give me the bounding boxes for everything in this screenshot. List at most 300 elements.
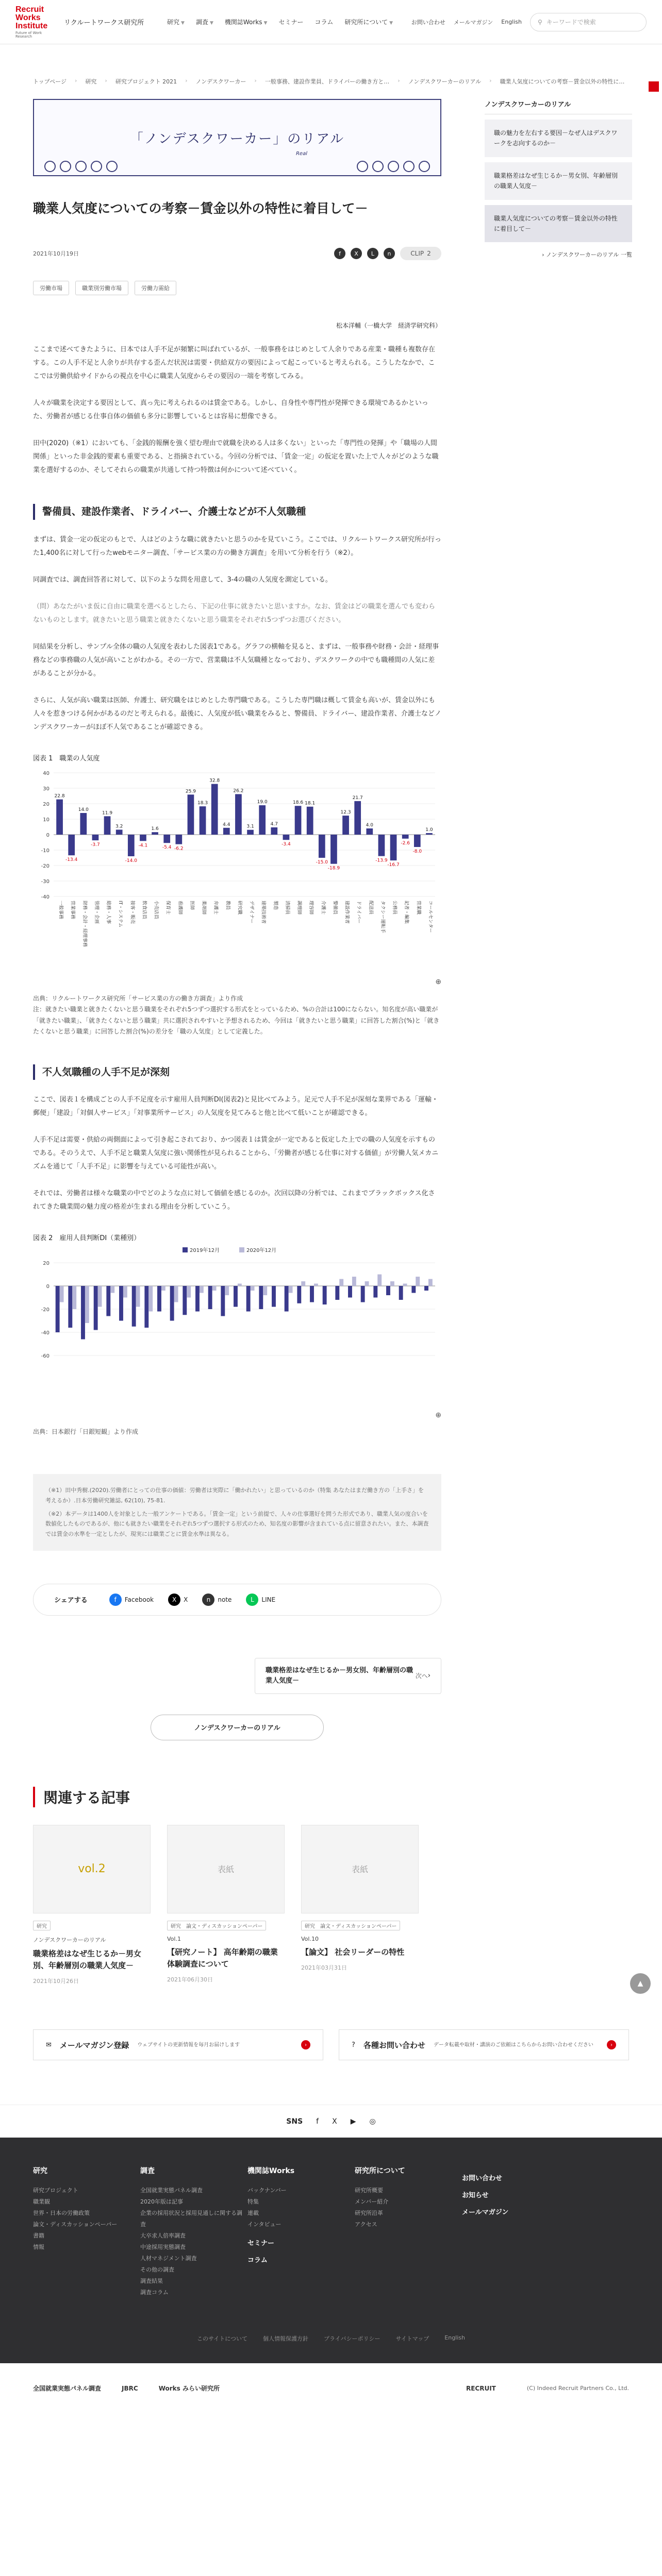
bar bbox=[373, 1286, 377, 1298]
footnote: （※2）本データは1400人を対象とした一般アンケートである。「賃金一定」という前提で、人々の仕事選好を問うた形式であり、職業人気の度合いを数値化したものであるが、他にも就きたい職業をそれぞれ5つずつ選択する形式のため、知名度の影響が含まれている点に留意されたい。また、本調査では賃金の水準を一定としたが、現実には職業ごとに賃金水準は異なる。 bbox=[45, 1510, 429, 1538]
nav-research[interactable]: 研究 ▼ bbox=[167, 19, 185, 26]
x-tick-label: 総務・人事 bbox=[106, 900, 111, 924]
bar bbox=[152, 832, 158, 835]
sidebar-item[interactable]: 職業格差はなぜ生じるか－男女別、年齢層別の職業人気度－ bbox=[485, 162, 632, 200]
recruit-logo[interactable]: RECRUIT bbox=[466, 2384, 496, 2392]
bar bbox=[297, 1286, 301, 1303]
footer-column bbox=[462, 2165, 569, 2298]
related-heading: 関連する記事 bbox=[33, 1787, 629, 1807]
chevron-down-icon: ▼ bbox=[181, 21, 185, 26]
site-logo[interactable]: Recruit Works Institute Future of Work Research bbox=[15, 5, 48, 39]
footer-column bbox=[247, 2165, 355, 2298]
header-utility bbox=[411, 13, 647, 31]
bar bbox=[246, 1286, 251, 1312]
x-tick-label: コールセンター bbox=[427, 900, 433, 933]
footer-link[interactable]: メールマガジン bbox=[462, 2209, 509, 2217]
people-illustration bbox=[44, 161, 118, 172]
footer-link[interactable]: その他の調査 bbox=[140, 2266, 174, 2274]
bar bbox=[310, 1286, 314, 1302]
footer-heading[interactable]: 研究 bbox=[33, 2167, 47, 2176]
series-list-button[interactable]: ノンデスクワーカーのリアル bbox=[151, 1715, 324, 1740]
site-header bbox=[0, 0, 662, 44]
partner-logo[interactable]: 全国就業実態パネル調査 bbox=[33, 2385, 102, 2393]
x-tick-label: 公務員 bbox=[392, 900, 398, 914]
x-tick-label: 理容師 bbox=[308, 900, 314, 914]
share-mini bbox=[334, 247, 441, 260]
data-label: -3.4 bbox=[282, 841, 291, 847]
bar bbox=[211, 784, 218, 834]
chevron-down-icon: ▼ bbox=[263, 21, 268, 26]
footer-link[interactable]: 2020年版は記事 bbox=[140, 2198, 183, 2206]
data-label: 18.6 bbox=[293, 800, 304, 805]
footer-heading[interactable]: 調査 bbox=[140, 2167, 155, 2176]
bar bbox=[416, 1277, 420, 1286]
publish-date: 2021年10月19日 bbox=[33, 250, 79, 258]
footer-link[interactable]: コラム bbox=[247, 2257, 268, 2265]
search-icon: ⚲ bbox=[538, 18, 542, 26]
instagram-icon[interactable]: ◎ bbox=[369, 2117, 376, 2126]
breadcrumb-item[interactable]: 研究 bbox=[85, 78, 97, 85]
mailmag-cta[interactable]: ✉ メールマガジン登録 ウェブサイトの更新情報を毎月お届けします › bbox=[33, 2029, 323, 2060]
bar bbox=[283, 835, 290, 840]
bar bbox=[251, 1286, 255, 1291]
figure-title: 図表 2 雇用人員判断DI（業種別） bbox=[33, 1234, 141, 1243]
partner-logo[interactable]: JBRC bbox=[122, 2384, 138, 2392]
data-label: -14.0 bbox=[125, 858, 137, 863]
footer-link[interactable]: 研究所概要 bbox=[355, 2187, 383, 2194]
data-label: -6.2 bbox=[174, 846, 184, 852]
related-card[interactable]: vol.2 研究 ノンデスクワーカーのリアル 職業格差はなぜ生じるか－男女別、年齢層別の職業人気度－ 2021年10月26日 bbox=[33, 1825, 151, 1986]
clip-button[interactable]: CLIP 2 bbox=[400, 247, 441, 260]
bar bbox=[411, 1286, 416, 1293]
x-tick-label: 飲食店員 bbox=[141, 900, 147, 919]
zoom-icon[interactable]: ⊕ bbox=[435, 977, 441, 986]
related-card[interactable]: 表紙 研究 論文・ディスカッションペーパー Vol.10 【論文】 社会リーダーの特性 2021年03月31日 bbox=[301, 1825, 419, 1986]
mail-icon: ✉ bbox=[46, 2041, 52, 2049]
footer-link[interactable]: セミナー bbox=[247, 2240, 275, 2248]
site-footer bbox=[0, 2138, 662, 2363]
bar bbox=[188, 794, 194, 835]
sidebar-item-current[interactable]: 職業人気度についての考察－賃金以外の特性に着目して－ bbox=[485, 205, 632, 243]
footer-link[interactable]: 特集 bbox=[247, 2198, 259, 2206]
bar bbox=[170, 1286, 174, 1321]
data-label: -18.9 bbox=[327, 866, 340, 871]
article-meta bbox=[33, 247, 441, 260]
x-tick-label: IT・システム bbox=[118, 900, 123, 927]
bar bbox=[187, 1286, 191, 1298]
x-tick-label: 製造 bbox=[272, 900, 278, 910]
footer-link[interactable]: 研究所沿革 bbox=[355, 2210, 383, 2217]
popularity-chart bbox=[33, 762, 441, 979]
x-tick-label: 清掃員 bbox=[284, 900, 290, 914]
arrow-right-icon: › bbox=[301, 2040, 310, 2049]
footer-link[interactable]: 全国就業実態パネル調査 bbox=[140, 2187, 203, 2194]
sidebar bbox=[485, 99, 632, 1740]
chevron-down-icon: ▼ bbox=[389, 21, 393, 26]
legend-label: 2019年12月 bbox=[190, 1248, 220, 1254]
y-tick-label: -40 bbox=[41, 1330, 49, 1336]
breadcrumb-item[interactable]: ノンデスクワーカー bbox=[195, 78, 246, 85]
footer-link[interactable]: メンバー紹介 bbox=[355, 2198, 389, 2206]
data-label: 22.8 bbox=[54, 793, 65, 799]
data-label: -4.1 bbox=[138, 842, 148, 848]
footer-links bbox=[33, 2334, 629, 2343]
bar bbox=[174, 1286, 178, 1302]
paragraph: ここまで述べてきたように、日本では人手不足が頻繁に叫ばれているが、一般事務をはじめとして人余りである産業・職種も複数存在する。この人手不足と人余りが共存する歪んだ状況は需要・供給双方の要因によって起こっていると考えられる。こうしたなかで、ここでは労働供給サイドからの視点を中心に職業人気度からその要因の一端を考察してみる。 bbox=[33, 346, 436, 381]
data-label: 1.0 bbox=[425, 827, 433, 833]
bar bbox=[414, 835, 421, 847]
bar bbox=[390, 835, 397, 860]
bar bbox=[56, 799, 63, 834]
bar bbox=[123, 1286, 127, 1298]
y-tick-label: 40 bbox=[43, 770, 49, 776]
bar bbox=[163, 835, 170, 843]
contact-cta[interactable]: ? 各種お問い合わせ データ転載や取材・講演のご依頼はこちらからお問い合わせください › bbox=[339, 2029, 629, 2060]
x-tick-label: タクシー運転手 bbox=[379, 900, 385, 933]
bar bbox=[378, 835, 385, 856]
nav-column[interactable]: コラム bbox=[315, 19, 334, 26]
bar bbox=[301, 1281, 305, 1286]
bar bbox=[403, 1284, 407, 1286]
bar bbox=[319, 835, 325, 858]
bar bbox=[60, 1286, 64, 1302]
article-title: 職業人気度についての考察－賃金以外の特性に着目して－ bbox=[33, 201, 368, 216]
banner-title: 「ノンデスクワーカー」のリアル bbox=[129, 131, 345, 147]
facebook-icon[interactable]: f bbox=[316, 2117, 319, 2126]
y-tick-label: 0 bbox=[46, 832, 49, 838]
data-label: -2.6 bbox=[401, 840, 410, 846]
data-label: 4.0 bbox=[366, 822, 373, 828]
tag[interactable]: 労働力需給 bbox=[135, 281, 176, 295]
data-label: 18.3 bbox=[197, 800, 208, 806]
x-tick-label: 薬剤師 bbox=[201, 900, 207, 914]
bar bbox=[200, 1286, 204, 1293]
note-icon: n bbox=[202, 1594, 214, 1606]
x-tick-label: デザイナー bbox=[249, 900, 254, 924]
x-icon[interactable]: X bbox=[332, 2117, 337, 2126]
x-icon: X bbox=[168, 1594, 180, 1606]
footer-link[interactable]: 書籍 bbox=[33, 2232, 44, 2240]
bar bbox=[339, 1279, 343, 1286]
sidebar-item[interactable]: 職の魅力を左右する要因－なぜ人はデスクワークを志向するのか－ bbox=[485, 120, 632, 157]
footer-link[interactable]: 人材マネジメント調査 bbox=[140, 2255, 197, 2262]
y-tick-label: 20 bbox=[43, 801, 49, 807]
author: 松本洋輔（一橋大学 経済学研究科） bbox=[336, 322, 441, 330]
facebook-icon[interactable]: f bbox=[334, 248, 345, 259]
footer-link[interactable]: 研究プロジェクト bbox=[33, 2187, 78, 2194]
nav-about[interactable]: 研究所について ▼ bbox=[344, 19, 393, 26]
tag[interactable]: 労働市場 bbox=[33, 281, 69, 295]
share-x-button[interactable]: X X bbox=[168, 1594, 188, 1606]
legend-swatch bbox=[239, 1247, 244, 1252]
y-tick-label: -60 bbox=[41, 1353, 49, 1360]
footer-link[interactable]: このサイトについて bbox=[197, 2335, 248, 2343]
paragraph: さらに、人気が高い職業は医師、弁護士、研究職をはじめとした専門職である。こうした専門職は概して賃金も高いが、賃金以外にも人々を惹きつける何かがあるのだと考えられる。最後に、人気度が低い職業をみると、警備員、ドライバー、建設作業者、介護士などノンデスクワーカーがほぼ不人気であることが確認できる。 bbox=[33, 696, 441, 731]
figure-note: 出典：日本銀行「日銀短観」より作成 bbox=[33, 1428, 139, 1436]
data-label: -8.0 bbox=[412, 849, 422, 854]
article bbox=[33, 99, 441, 1740]
footer-link[interactable]: 連載 bbox=[247, 2210, 259, 2217]
bar bbox=[307, 806, 313, 834]
footer-heading[interactable]: 機関誌Works bbox=[247, 2167, 295, 2176]
bar bbox=[92, 835, 99, 840]
footer-column bbox=[33, 2165, 140, 2298]
footer-link[interactable]: 企業の採用状況と採用見通しに関する調査 bbox=[140, 2210, 242, 2228]
bar bbox=[161, 1286, 166, 1291]
legend-swatch bbox=[183, 1247, 188, 1252]
data-label: 1.6 bbox=[151, 826, 159, 832]
sidebar-heading: ノンデスクワーカーのリアル bbox=[485, 99, 632, 114]
x-tick-label: 営業職 bbox=[416, 900, 421, 914]
y-tick-label: 30 bbox=[43, 786, 49, 792]
y-tick-label: -30 bbox=[41, 878, 49, 885]
bar bbox=[98, 1286, 102, 1307]
bar bbox=[352, 1277, 356, 1286]
figure-title: 図表 1 職業の人気度 bbox=[33, 754, 100, 762]
data-label: 14.0 bbox=[78, 807, 89, 812]
paragraph: まずは、賃金一定の仮定のもとで、人はどのような職に就きたいと思うのかを見ていこう。ここでは、リクルートワークス研究所が行った1,400名に対して行ったwebモニター調査、「サービス業の方の働き方調査」を用いて分析を行う（※2）。 bbox=[33, 535, 441, 557]
x-tick-label: 一般事務 bbox=[58, 900, 63, 919]
footer-link[interactable]: English bbox=[444, 2334, 465, 2342]
data-label: -13.4 bbox=[65, 857, 78, 862]
sns-bar: SNS f X ▶ ◎ bbox=[0, 2105, 662, 2138]
data-label: 25.9 bbox=[185, 788, 196, 794]
related-card[interactable]: 表紙 研究 論文・ディスカッションペーパー Vol.1 【研究ノート】 高年齢期の職業体験調査について 2021年06月30日 bbox=[167, 1825, 285, 1986]
data-label: -13.9 bbox=[375, 858, 388, 863]
site-name[interactable]: リクルートワークス研究所 bbox=[64, 19, 144, 27]
x-tick-label: 警備員 bbox=[332, 900, 338, 914]
x-tick-label: 医師 bbox=[189, 900, 194, 910]
bar bbox=[128, 835, 135, 856]
share-note-button[interactable]: n note bbox=[202, 1594, 231, 1606]
section-heading: 警備員、建設作業者、ドライバー、介護士などが不人気職種 bbox=[33, 504, 441, 519]
x-tick-label: 接客・販売 bbox=[129, 900, 135, 924]
card-image: 表紙 bbox=[167, 1825, 285, 1913]
figure-note: 出典：リクルートワークス研究所「サービス業の方の働き方調査」より作成 注：就きたい職業と就きたくないと思う職業をそれぞれ5つずつ選択する形式をとっているため、%の合計は100にならない。知名度が高い職業が「就きたい職業」、「就きたくないと思う職業」共に選択されやすいと予想されるため、今回は「就きたいと思う職業」に回答した割合(%)と「就きたくないと思う職業」に回答した割合(%)の差分を「職の人気度」として定義した。 bbox=[33, 994, 440, 1036]
x-tick-label: 調理師 bbox=[296, 900, 302, 914]
bar bbox=[68, 835, 75, 855]
bar bbox=[247, 829, 254, 834]
mailmag-link[interactable]: メールマガジン bbox=[453, 19, 493, 26]
footer-link[interactable]: 中途採用実態調査 bbox=[140, 2244, 186, 2251]
data-label: 21.7 bbox=[352, 795, 363, 801]
footer-link[interactable]: サイトマップ bbox=[395, 2335, 429, 2343]
back-to-top-button[interactable]: ▲ bbox=[630, 1973, 651, 1994]
nav-seminar[interactable]: セミナー bbox=[278, 19, 304, 26]
x-tick-label: 弁護士 bbox=[213, 900, 219, 914]
data-label: 19.0 bbox=[257, 799, 268, 805]
footer-link[interactable]: 大卒求人倍率調査 bbox=[140, 2232, 186, 2240]
english-link[interactable]: English bbox=[501, 19, 522, 25]
bar bbox=[119, 1286, 123, 1321]
bar bbox=[348, 1286, 352, 1298]
bar bbox=[116, 829, 123, 835]
share-bar: シェアする f Facebook X X n note L LINE bbox=[33, 1584, 441, 1616]
x-tick-label: 財務・会計・経理事務 bbox=[81, 900, 87, 947]
youtube-icon[interactable]: ▶ bbox=[350, 2117, 356, 2126]
bar bbox=[314, 1284, 318, 1286]
zoom-icon[interactable]: ⊕ bbox=[435, 1411, 441, 1420]
bar bbox=[285, 1286, 289, 1312]
global-nav bbox=[167, 18, 393, 26]
y-tick-label: 20 bbox=[43, 1261, 49, 1267]
breadcrumb-item[interactable]: ノンデスクワーカーのリアル bbox=[408, 78, 482, 85]
series-banner bbox=[33, 99, 441, 176]
bar bbox=[104, 816, 111, 835]
x-tick-label: 小売店員 bbox=[153, 900, 159, 919]
bar bbox=[234, 1286, 238, 1307]
chevron-right-icon: › bbox=[427, 1672, 431, 1680]
paragraph: ここで、図表１を構成ごとの人手不足度を示す雇用人員判断DI(図表2)と見比べてみよう。足元で人手不足が深刻な業界である「運輸・郵便」「建設」「対個人サービス」「対事業所サービス」の人気度を見てみると他と比べて低いことが確認できる。 bbox=[33, 1096, 438, 1117]
footer-link[interactable]: 職業観 bbox=[33, 2198, 50, 2206]
footer-link[interactable]: インタビュー bbox=[247, 2221, 282, 2228]
bar bbox=[208, 1286, 212, 1309]
footer-link[interactable]: バックナンバー bbox=[247, 2187, 287, 2194]
x-tick-label: 教員 bbox=[225, 900, 230, 910]
bar bbox=[402, 835, 409, 839]
bar bbox=[342, 816, 349, 835]
breadcrumb: トップページ › 研究 › 研究プロジェクト 2021 › ノンデスクワーカー › 一般事務、建設作業員、ドライバーの働き方と… › ノンデスクワーカーのリアル › 職業人気度についての考察－賃金以外の特性に… bbox=[33, 77, 625, 85]
bar bbox=[132, 1286, 136, 1327]
y-tick-label: -20 bbox=[41, 863, 49, 869]
footer-link[interactable]: プライバシーポリシー bbox=[324, 2335, 380, 2343]
bar bbox=[366, 828, 373, 835]
breadcrumb-item[interactable]: 研究プロジェクト 2021 bbox=[115, 78, 177, 85]
x-tick-label: 建設作業者 bbox=[344, 900, 350, 924]
bar bbox=[354, 801, 361, 835]
bar bbox=[295, 806, 302, 835]
bar bbox=[399, 1286, 403, 1300]
x-tick-label: 営業事務 bbox=[70, 900, 75, 919]
bar bbox=[85, 1286, 89, 1323]
chevron-down-icon: ▼ bbox=[209, 21, 213, 26]
bar bbox=[263, 1286, 267, 1295]
y-tick-label: -10 bbox=[41, 848, 49, 854]
footer-link[interactable]: 調査結果 bbox=[140, 2278, 163, 2285]
floating-red-tab[interactable] bbox=[649, 81, 659, 92]
bar bbox=[424, 1286, 428, 1291]
bar bbox=[323, 1286, 327, 1304]
question-icon: ? bbox=[352, 2041, 355, 2049]
bar bbox=[330, 835, 337, 864]
bar bbox=[289, 1286, 293, 1293]
bar bbox=[56, 1286, 60, 1332]
paragraph: 同結果を分析し、サンプル全体の職の人気度を表わした図表1である。グラフの横軸を見ると、まずは、一般事務や財務・会計・経理事務などの事務職の人気が高いことがわかる。その一方で、営業職は不人気職種となっており、デスクワークの中でも職種間の人気に差があることが分かる。 bbox=[33, 642, 439, 677]
bar bbox=[200, 806, 206, 835]
footer-link[interactable]: 世界・日本の労働政策 bbox=[33, 2210, 90, 2217]
y-tick-label: 0 bbox=[46, 1284, 49, 1290]
partner-logos bbox=[0, 2363, 662, 2413]
next-article-link[interactable]: 職業格差はなぜ生じるか－男女別、年齢層別の職業人気度－ 次へ › bbox=[255, 1658, 441, 1694]
bar bbox=[183, 1286, 187, 1315]
footer-heading[interactable]: 研究所について bbox=[355, 2167, 405, 2176]
footer-column bbox=[140, 2165, 247, 2298]
data-label: 26.2 bbox=[233, 788, 244, 794]
x-tick-label: 記者・編集 bbox=[404, 900, 409, 924]
sidebar-more-link[interactable]: › ノンデスクワーカーのリアル 一覧 bbox=[542, 251, 632, 259]
bar bbox=[136, 1286, 140, 1307]
contact-link[interactable]: お問い合わせ bbox=[411, 19, 445, 26]
x-tick-label: 建築技術者 bbox=[260, 900, 266, 924]
x-tick-label: 看護師 bbox=[177, 900, 183, 914]
data-label: -5.4 bbox=[162, 844, 172, 850]
related-articles bbox=[0, 1787, 662, 1986]
y-tick-label: -20 bbox=[41, 1307, 49, 1313]
tag[interactable]: 職業別労働市場 bbox=[75, 281, 128, 295]
search-input[interactable]: ⚲ キーワードで検索 bbox=[530, 13, 647, 31]
data-label: 4.7 bbox=[270, 821, 278, 827]
section-heading: 不人気職種の人手不足が深刻 bbox=[33, 1064, 441, 1080]
breadcrumb-current: 職業人気度についての考察－賃金以外の特性に… bbox=[500, 78, 625, 85]
card-image: vol.2 bbox=[33, 1825, 151, 1913]
survey-question: （問）あなたがいま仮に自由に職業を選べるとしたら、下記の仕事に就きたいと思いますか。なお、賃金はどの職業を選んでも変わらないものとします。就きたいと思う職業と就きたくないと思う職業をそれぞれ5つずつお選びください。 bbox=[33, 602, 436, 624]
x-tick-label: 保育士 bbox=[165, 900, 171, 914]
data-label: 3.2 bbox=[115, 824, 123, 829]
footer-link[interactable]: 調査コラム bbox=[140, 2289, 169, 2296]
partner-logo[interactable]: Works みらい研究所 bbox=[158, 2385, 220, 2393]
bar bbox=[148, 1286, 153, 1312]
x-tick-label: 管理・企画 bbox=[93, 900, 99, 924]
footer-link[interactable]: 情報 bbox=[33, 2244, 44, 2251]
nav-survey[interactable]: 調査 ▼ bbox=[195, 19, 213, 26]
footer-link[interactable]: 論文・ディスカッションペーパー bbox=[33, 2221, 118, 2228]
bar bbox=[94, 1286, 98, 1330]
note-icon[interactable]: n bbox=[384, 248, 395, 259]
breadcrumb-item[interactable]: 一般事務、建設作業員、ドライバーの働き方と… bbox=[264, 78, 390, 85]
footer-link[interactable]: アクセス bbox=[355, 2221, 377, 2228]
bar bbox=[144, 1286, 148, 1328]
footer-column bbox=[355, 2165, 462, 2298]
bar bbox=[259, 805, 266, 835]
paragraph: 田中(2020)（※1）においても、「金銭的報酬を強く望む理由で就職を決める人は多くない」といった「専門性の発揮」や「職場の人間関係」といった非金銭的要素も重要である、と指摘されている。今回の分析では、「賃金一定」の仮定を置いた上で人々がどのような職業を選好するのか、そしてそれらの職業が共通して持つ特徴は何かについて述べていく。 bbox=[33, 439, 439, 474]
share-line-button[interactable]: L LINE bbox=[246, 1594, 275, 1606]
bar bbox=[335, 1286, 339, 1300]
bar bbox=[106, 1286, 110, 1316]
employment-di-chart bbox=[33, 1242, 441, 1412]
bar bbox=[259, 1286, 263, 1309]
data-label: -15.0 bbox=[316, 859, 328, 865]
footer-link[interactable]: お問い合わせ bbox=[462, 2175, 503, 2183]
bar bbox=[195, 1286, 200, 1312]
line-icon: L bbox=[246, 1594, 258, 1606]
footer-link[interactable]: 個人情報保護方針 bbox=[263, 2335, 309, 2343]
copyright: (C) Indeed Recruit Partners Co., Ltd. bbox=[526, 2385, 629, 2392]
footer-link[interactable]: お知らせ bbox=[462, 2192, 489, 2200]
breadcrumb-item[interactable]: トップページ bbox=[33, 78, 67, 85]
bar bbox=[81, 1286, 85, 1340]
legend-label: 2020年12月 bbox=[246, 1248, 277, 1254]
data-label: 32.8 bbox=[209, 778, 220, 784]
bar bbox=[235, 794, 242, 835]
share-facebook-button[interactable]: f Facebook bbox=[109, 1594, 154, 1606]
bar bbox=[157, 1286, 161, 1312]
bar bbox=[238, 1284, 242, 1286]
x-icon[interactable]: X bbox=[351, 248, 362, 259]
bar bbox=[271, 827, 277, 835]
data-label: 11.9 bbox=[102, 810, 113, 816]
x-tick-label: 研究職 bbox=[237, 900, 242, 914]
x-tick-label: 配送員 bbox=[368, 900, 373, 914]
data-label: -16.7 bbox=[387, 862, 400, 868]
facebook-icon: f bbox=[109, 1594, 122, 1606]
arrow-right-icon: › bbox=[607, 2040, 616, 2049]
footnotes bbox=[33, 1474, 441, 1551]
bar bbox=[361, 1286, 365, 1302]
bar bbox=[272, 1286, 276, 1307]
data-label: 3.1 bbox=[246, 824, 254, 829]
nav-works[interactable]: 機関誌Works ▼ bbox=[224, 19, 268, 26]
line-icon[interactable]: L bbox=[367, 248, 378, 259]
